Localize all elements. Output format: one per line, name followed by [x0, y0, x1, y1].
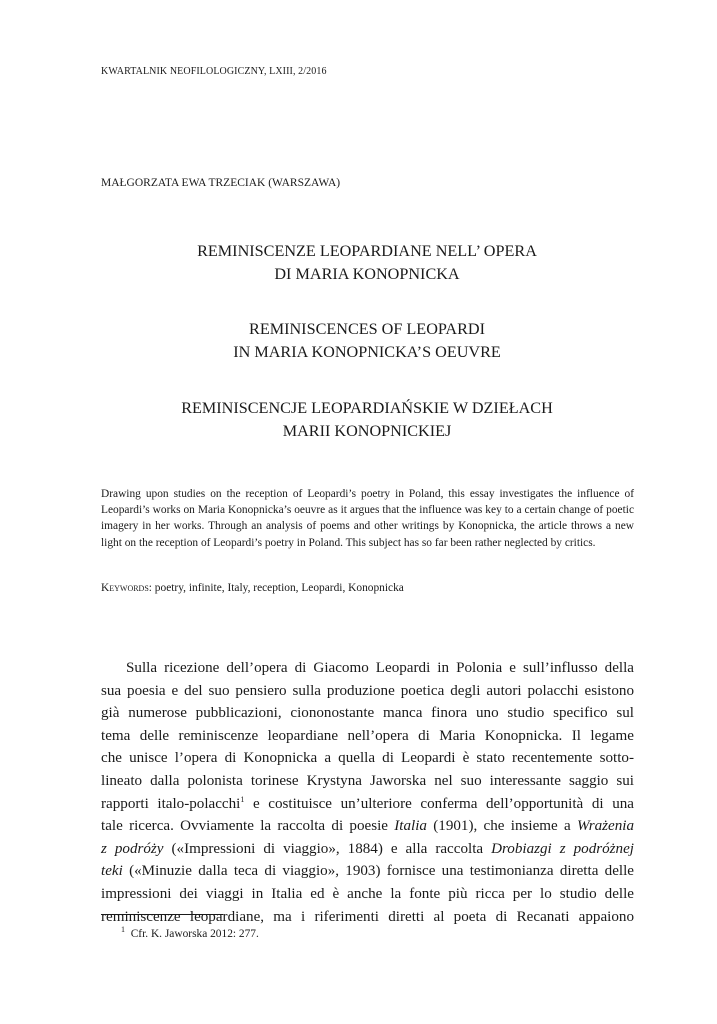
title-english-line-1: REMINISCENCES OF LEOPARDI	[249, 320, 485, 338]
body-fragment: rapporti italo-polacchi	[101, 795, 241, 812]
body-line: impressioni dei viaggi in Italia ed è anche la fonte più ricca per lo studio delle	[101, 885, 634, 902]
footnote-number: 1	[121, 925, 125, 935]
title-english-line-2: IN MARIA KONOPNICKA’S OEUVRE	[233, 343, 501, 361]
keywords: Keywords: poetry, infinite, Italy, reception, Leopardi, Konopnicka	[101, 582, 404, 594]
body-line: reminiscenze leopardiane, ma i riferimenti diretti al poeta di Recanati appaiono	[101, 908, 634, 925]
title-polish	[101, 397, 633, 443]
body-fragment: («Impressioni di viaggio», 1884) e alla raccolta	[163, 840, 492, 857]
body-paragraph	[101, 657, 634, 928]
footnote-ref[interactable]: 1	[240, 794, 245, 804]
title-polish-line-1: REMINISCENCJE LEOPARDIAŃSKIE W DZIEŁACH	[181, 399, 553, 417]
body-line	[101, 860, 634, 883]
body-fragment: e costituisce un’ulteriore conferma dell’opportunità di una	[244, 795, 634, 812]
body-line: sua poesia e del suo pensiero sulla produzione poetica degli autori polacchi esistono	[101, 682, 634, 699]
body-text	[101, 657, 634, 928]
body-fragment: («Minuzie dalla teca di viaggio», 1903) fornisce una testimonianza diretta delle	[122, 863, 634, 880]
title-polish-line-2: MARII KONOPNICKIEJ	[282, 422, 452, 440]
author-line: MAŁGORZATA EWA TRZECIAK (WARSZAWA)	[101, 177, 341, 189]
body-line: lineato dalla polonista torinese Krystyna Jaworska nel suo interessante saggio sui	[101, 772, 634, 789]
footnote	[121, 925, 259, 940]
title-italian-line-1: REMINISCENZE LEOPARDIANE NELL’ OPERA	[197, 242, 537, 260]
title-italian	[101, 240, 633, 286]
italic-title-teki: teki	[101, 863, 123, 880]
body-line	[101, 793, 634, 816]
body-line: tema delle reminiscenze leopardiane nell’opera di Maria Konopnicka. Il legame	[101, 727, 634, 744]
title-italian-line-2: DI MARIA KONOPNICKA	[274, 265, 460, 283]
body-line: già numerose pubblicazioni, ciononostante manca finora uno studio specifico sul	[101, 705, 634, 722]
title-english	[101, 318, 633, 364]
keywords-values: poetry, infinite, Italy, reception, Leopardi, Konopnicka	[154, 582, 404, 594]
body-fragment: tale ricerca. Ovviamente la raccolta di poesie	[101, 818, 395, 835]
body-line	[101, 838, 634, 861]
footnote-rule	[101, 914, 223, 915]
body-line: Sulla ricezione dell’opera di Giacomo Leopardi in Polonia e sull’influsso della	[126, 660, 634, 676]
italic-title-z-podrozy: z podróży	[101, 840, 164, 857]
body-line: che unisce l’opera di Konopnicka a quella di Leopardi è stato recentemente sotto-	[101, 750, 634, 767]
italic-title-wrazenia: Wrażenia	[576, 818, 634, 835]
footnote-text: Cfr. K. Jaworska 2012: 277.	[130, 928, 259, 940]
body-line	[101, 815, 634, 838]
journal-header: KWARTALNIK NEOFILOLOGICZNY, LXIII, 2/2016	[101, 66, 327, 77]
body-fragment: (1901), che insieme a	[426, 818, 577, 835]
keywords-label: Keywords	[101, 582, 149, 594]
italic-title-italia: Italia	[394, 818, 427, 835]
abstract: Drawing upon studies on the reception of Leopardi’s poetry in Poland, this essay investigates the influence of Leopardi’s works on Maria Konopnicka’s oeuvre as it argues that the influence was key to a certain change of poetic imagery in her works. Through an analysis of poems and other writings by Konopnicka, the article throws a new light on the reception of Leopardi’s poetry in Poland. This subject has so far been rather neglected by critics.	[101, 488, 634, 549]
italic-title-drobiazgi: Drobiazgi z podróżnej	[491, 840, 634, 857]
